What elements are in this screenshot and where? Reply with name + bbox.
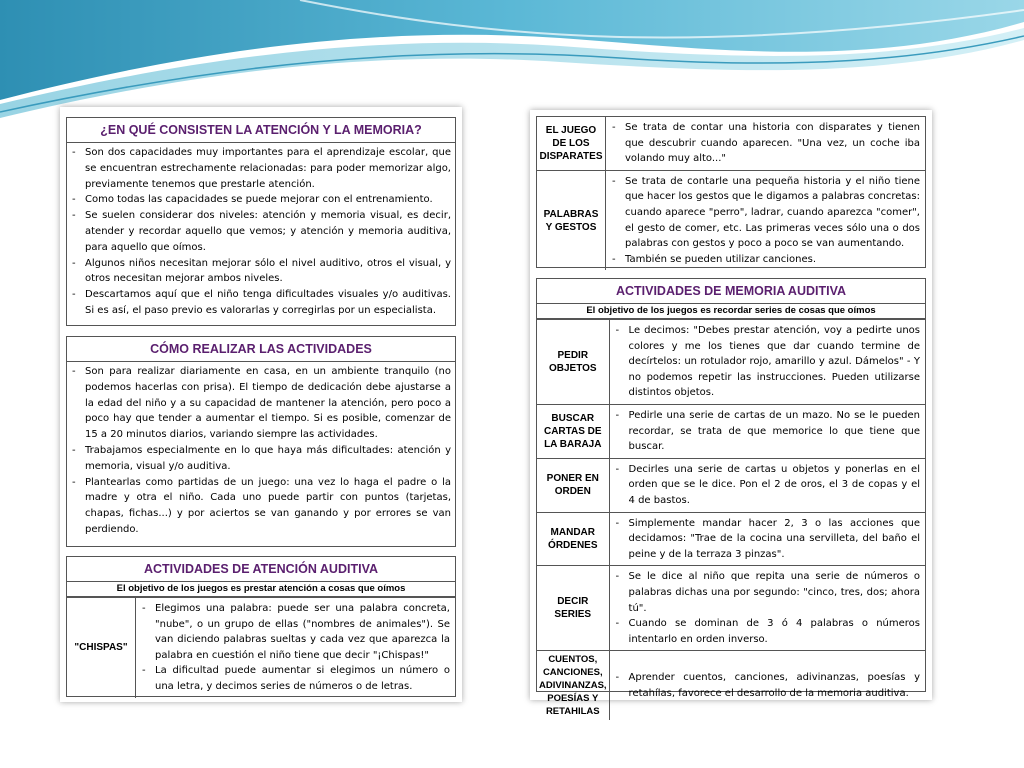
activities-table [67,597,455,698]
activity-description [609,458,925,512]
activity-label: EL JUEGO DE LOS DISPARATES [537,117,606,170]
list-item: - Elegimos una palabra: puede ser una palabra concreta, "nube", o un grupo de ellas ("nombres de animales"). Se van diciendo palabras sueltas y cada vez que aparezca la palabra en cuestión el niño tiene que decir "¡Chispas!" [155,601,450,663]
table-row [537,117,925,170]
list-item: - Aprender cuentos, canciones, adivinanzas, poesías y retahílas, favorece el desarrollo de la memoria auditiva. [629,670,920,701]
activity-description [609,651,925,721]
list-item: - Se trata de contar una historia con disparates y tienen que descubrir cuando aparecen. "Una vez, un coche iba volando muy alto..." [625,120,920,167]
activity-description [609,512,925,566]
table-row [537,458,925,512]
table-row [537,512,925,566]
list-item: - Se suelen considerar dos niveles: atención y memoria visual, es decir, atender y recordar aquello que vemos; y atención y memoria auditiva, para aquello que oímos. [85,208,451,255]
table-row [537,566,925,651]
list-item: - Descartamos aquí que el niño tenga dificultades visuales y/o auditivas. Si es así, el paso previo es valorarlas y corregirlas por un especialista. [85,287,451,319]
section-subtitle: El objetivo de los juegos es prestar atención a cosas que oímos [67,582,455,597]
list-item: - Son dos capacidades muy importantes para el aprendizaje escolar, que se encuentran estrechamente relacionadas: para poder memorizar algo, previamente tenemos que prestarle atención. [85,145,451,192]
list-item: - También se pueden utilizar canciones. [625,252,920,268]
list-item: - Pedirle una serie de cartas de un mazo. No se le pueden recordar, se trata de que memorice lo que tiene que buscar. [629,408,920,455]
table-row [537,651,925,721]
activity-description [609,566,925,651]
activity-label: BUSCAR CARTAS DE LA BARAJA [537,404,609,458]
right-page [530,110,932,718]
activity-label: PALABRAS Y GESTOS [537,170,606,270]
table-row [537,320,925,405]
table-row [67,598,455,698]
list-item: - Simplemente mandar hacer 2, 3 o las acciones que decidamos: "Trae de la cocina una servilleta, del baño el peine y de la terraza 3 pinzas". [629,516,920,563]
activities-table [537,117,925,270]
activity-label: CUENTOS, CANCIONES, ADIVINANZAS, POESÍAS Y RETAHILAS [537,651,609,721]
list-item: - Se le dice al niño que repita una serie de números o palabras dichas una por segundo: "cinco, tres, dos; ahora tú". [629,569,920,616]
list-item: - Trabajamos especialmente en lo que haya más dificultades: atención y memoria, visual y/o auditiva. [85,443,451,475]
activity-label: PONER EN ORDEN [537,458,609,512]
list-item: - Decirles una serie de cartas u objetos y ponerlas en el orden que se le dice. Pon el 2 de oros, el 3 de copas y el 4 de bastos. [629,462,920,509]
bullet-list [67,143,455,321]
list-item: - Le decimos: "Debes prestar atención, voy a pedirte unos colores y me los tienes que dar cuando termine de decírtelos: un rotulador rojo, amarillo y azul. Dámelos" - Y no podemos repetir las instrucciones. Pueden utilizarse distintos objetos. [629,323,920,401]
activity-description [606,117,926,170]
section-games-continued [536,116,926,268]
activity-label: DECIR SERIES [537,566,609,651]
activity-label: "CHISPAS" [67,598,136,698]
section-auditory-attention [66,556,456,697]
activity-label: PEDIR OBJETOS [537,320,609,405]
section-subtitle: El objetivo de los juegos es recordar series de cosas que oímos [537,304,925,319]
list-item: - Cuando se dominan de 3 ó 4 palabras o números intentarlo en orden inverso. [629,616,920,647]
section-auditory-memory [536,278,926,718]
list-item: - Plantearlas como partidas de un juego: una vez lo haga el padre o la madre y otra el niño. Cada uno puede partir con puntos (tarjetas, chapas, fichas...) y por aciertos se van ganando y por errores se van perdiendo. [85,475,451,538]
section-title: ¿EN QUÉ CONSISTEN LA ATENCIÓN Y LA MEMORIA? [67,118,455,143]
activity-description [136,598,456,698]
activity-description [606,170,926,270]
activities-table [537,319,925,720]
activity-label: MANDAR ÓRDENES [537,512,609,566]
section-title: ACTIVIDADES DE MEMORIA AUDITIVA [537,279,925,304]
table-row [537,404,925,458]
section-title: CÓMO REALIZAR LAS ACTIVIDADES [67,337,455,362]
section-how-to [66,336,456,547]
left-page [60,107,462,702]
bullet-list [67,362,455,540]
section-attention-memory [66,117,456,326]
list-item: - La dificultad puede aumentar si elegimos un número o una letra, y decimos series de números o de letras. [155,663,450,694]
activity-description [609,404,925,458]
table-row [537,170,925,270]
list-item: - Algunos niños necesitan mejorar sólo el nivel auditivo, otros el visual, y otros necesitan mejorar ambos niveles. [85,256,451,288]
list-item: - Son para realizar diariamente en casa, en un ambiente tranquilo (no podemos hacerlas con prisa). El tiempo de dedicación debe ajustarse a la edad del niño y a su capacidad de mantener la atención, pero poco a poco hay que tender a aumentar el tiempo. Si es posible, comenzar de 15 a 20 minutos diarios, variando siempre las actividades. [85,364,451,443]
section-title: ACTIVIDADES DE ATENCIÓN AUDITIVA [67,557,455,582]
list-item: - Como todas las capacidades se puede mejorar con el entrenamiento. [85,192,451,208]
list-item: - Se trata de contarle una pequeña historia y el niño tiene que hacer los gestos que le digamos a palabras concretas: cuando aparece "perro", ladrar, cuando aparezca "comer", el gesto de comer, etc. Las primeras veces sólo una o dos palabras con gestos y poco a poco se van aumentando. [625,174,920,252]
activity-description [609,320,925,405]
